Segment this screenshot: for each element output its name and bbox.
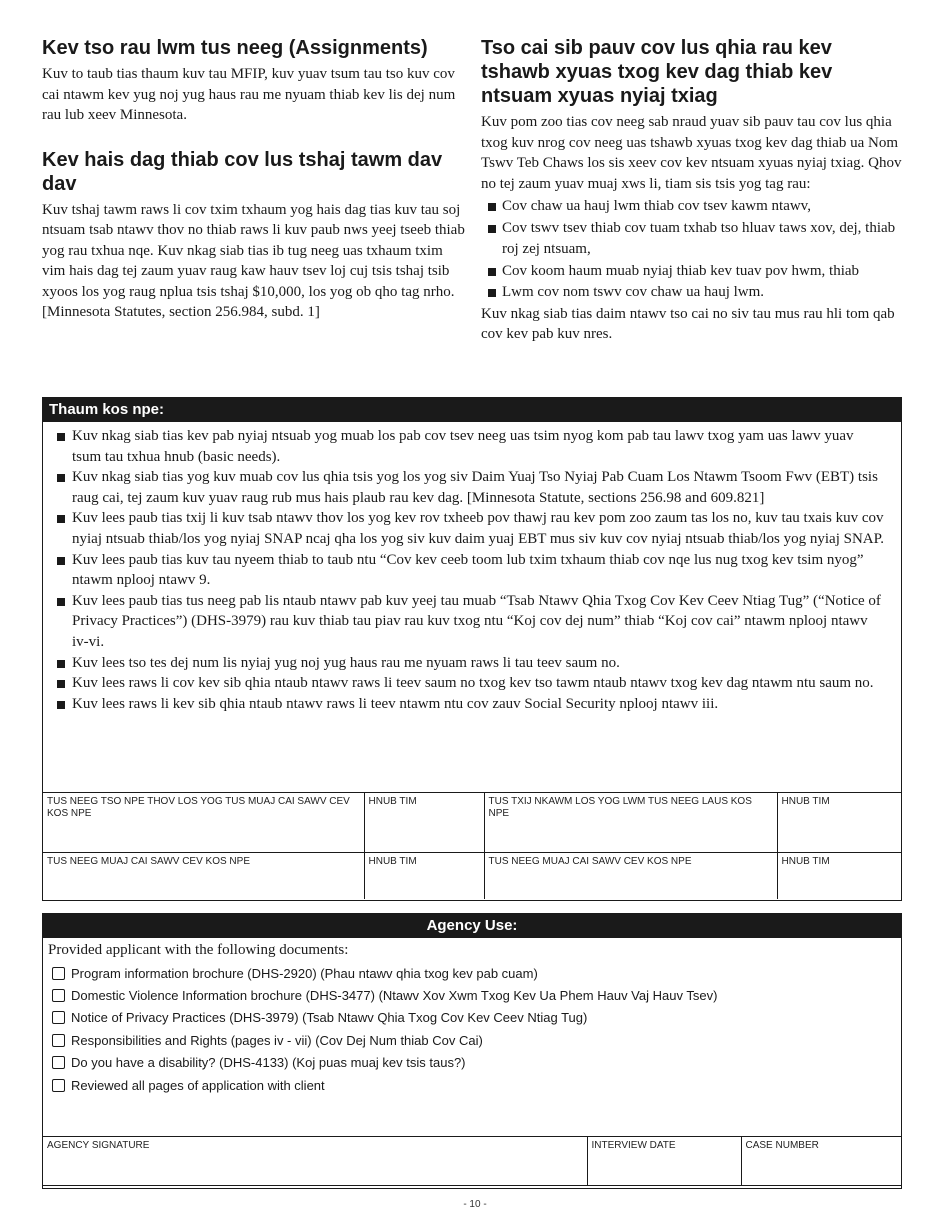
signature-acknowledgements <box>55 426 885 714</box>
release-closing: Kuv nkag siab tias daim ntawv tso cai no siv tau mus rau hli tom qab cov kev pab kuv nres. <box>481 305 895 342</box>
left-column <box>42 36 467 323</box>
document-label: Domestic Violence Information brochure (DHS-3477) (Ntawv Xov Xwm Txog Kev Ua Phem Hauv Vaj Hauv Tsev) <box>71 988 718 1004</box>
checkbox[interactable] <box>52 1056 65 1069</box>
agency-use-section <box>42 913 902 1189</box>
list-item: Kuv nkag siab tias yog kuv muab cov lus qhia tsis yog los yog siv Daim Yuaj Tso Nyiaj Pab Cuam Los Ntawm Tsoom Fwv (EBT) tsis raug cai, tej zaum kuv yuav raug rub mus hais plaub rau kev dag. [Minnesota Statute, sections 256.98 and 609.821] <box>55 467 885 508</box>
release-intro: Kuv pom zoo tias cov neeg sab nraud yuav sib pauv tau cov lus qhia txog kuv nrog cov neeg uas tshawb xyuas txog kev dag thiab ua Nom Tswv Teb Chaws los sis xeev cov kev ntsuam xyuas nyiaj txiag. Qhov no tej zaum yuav muaj xws li, tiam sis tsis yog tag rau: <box>481 114 902 192</box>
date-field[interactable]: HNUB TIM <box>777 853 901 900</box>
checkbox[interactable] <box>52 989 65 1002</box>
document-label: Notice of Privacy Practices (DHS-3979) (Tsab Ntawv Qhia Txog Cov Kev Ceev Ntiag Tug) <box>71 1010 588 1026</box>
signature-section-title: Thaum kos npe: <box>43 398 901 422</box>
list-item: Kuv lees tso tes dej num lis nyiaj yug noj yug haus rau me nyuam raws li tau teev saum no. <box>55 653 885 674</box>
list-item: Cov tswv tsev thiab cov tuam txhab tso hluav taws xov, dej, thiab roj zej ntsuam, <box>481 218 906 261</box>
list-item: Kuv lees raws li kev sib qhia ntaub ntawv raws li teev ntawm ntu cov zauv Social Security nplooj ntawv iii. <box>55 694 885 715</box>
checkbox[interactable] <box>52 967 65 980</box>
list-item: Cov koom haum muab nyiaj thiab kev tuav pov hwm, thiab <box>481 261 906 283</box>
document-label: Responsibilities and Rights (pages iv - vii) (Cov Dej Num thiab Cov Cai) <box>71 1032 483 1048</box>
list-item: Kuv lees paub tias kuv tau nyeem thiab to taub ntu “Cov kev ceeb toom lub txim txhaum thiab cov nqe lus nug txog kev tsim nyog” ntawm nplooj ntawv 9. <box>55 550 885 591</box>
document-checkbox-row[interactable] <box>52 1007 901 1029</box>
document-checkbox-row[interactable] <box>52 1052 901 1074</box>
checkbox[interactable] <box>52 1011 65 1024</box>
list-item: Kuv lees paub tias txij li kuv tsab ntawv thov los yog kev rov txheeb pov thawj rau kev pom zoo zaum tas los no, kuv tau txais kuv cov nyiaj ntsuab thiab/los yog nyiaj SNAP ncaj qha los yog siv kuv daim yuaj EBT mus siv kuv cov nyiaj ntsuab thiab/los yog nyiaj SNAP. <box>55 508 885 549</box>
perjury-body: Kuv tshaj tawm raws li cov txim txhaum yog hais dag tias kuv tau soj ntsuam tsab ntawv thov no thiab raws li kuv paub nws yeej tseeb thiab yog rau txhua nqe. Kuv nkag siab tias ib tug neeg uas txhaum txim vim hais dag tej zaum yuav raug kaw hauv tsev loj cuj tsis tshaj tsib xyoos los yog raug nplua tsis tshaj $10,000, los yog ob qho tag nrho. [Minnesota Statutes, section 256.984, subd. 1] <box>42 201 465 320</box>
document-label: Do you have a disability? (DHS-4133) (Koj puas muaj kev tsis taus?) <box>71 1055 466 1071</box>
date-field[interactable]: HNUB TIM <box>777 793 901 853</box>
spouse-signature-field[interactable]: TUS TXIJ NKAWM LOS YOG LWM TUS NEEG LAUS KOS NPE <box>484 793 777 853</box>
assignments-heading: Kev tso rau lwm tus neeg (Assignments) <box>42 37 428 59</box>
list-item: Cov chaw ua hauj lwm thiab cov tsev kawm ntawv, <box>481 196 906 218</box>
checkbox[interactable] <box>52 1079 65 1092</box>
interview-date-field[interactable]: INTERVIEW DATE <box>587 1137 741 1186</box>
applicant-signature-field[interactable]: TUS NEEG TSO NPE THOV LOS YOG TUS MUAJ CAI SAWV CEV KOS NPE <box>43 793 364 853</box>
right-column <box>481 36 906 345</box>
release-heading: Tso cai sib pauv cov lus qhia rau kev tshawb xyuas txog kev dag thiab kev ntsuam xyuas nyiaj txiag <box>481 37 833 107</box>
agency-fields <box>43 1136 901 1186</box>
release-list <box>481 196 906 304</box>
agency-signature-field[interactable]: AGENCY SIGNATURE <box>43 1137 587 1186</box>
assignments-body: Kuv to taub tias thaum kuv tau MFIP, kuv yuav tsum tau tso kuv cov cai ntawm kev yug noj yug haus rau me nyuam thiab kev lis dej num rau lub xeev Minnesota. <box>42 66 456 123</box>
agency-intro: Provided applicant with the following documents: <box>48 942 349 958</box>
page-number: - 10 - <box>463 1199 487 1210</box>
authorized-rep-signature-field[interactable]: TUS NEEG MUAJ CAI SAWV CEV KOS NPE <box>43 853 364 900</box>
checkbox[interactable] <box>52 1034 65 1047</box>
document-label: Program information brochure (DHS-2920) (Phau ntawv qhia txog kev pab cuam) <box>71 965 538 981</box>
date-field[interactable]: HNUB TIM <box>364 853 484 900</box>
perjury-heading: Kev hais dag thiab cov lus tshaj tawm dav dav <box>42 148 443 195</box>
list-item: Kuv lees paub tias tus neeg pab lis ntaub ntawv pab kuv yeej tau muab “Tsab Ntawv Qhia Txog Cov Kev Ceev Ntiag Tug” (“Notice of Privacy Practices”) (DHS-3979) rau kuv thiab tau piav rau kuv txog ntu “Koj cov dej num” thiab “Koj cov cai” ntawm nplooj ntawv iv-vi. <box>55 591 885 653</box>
signature-fields <box>43 792 901 899</box>
document-checkbox-row[interactable] <box>52 984 901 1006</box>
signature-section <box>42 397 902 901</box>
document-checkbox-row[interactable] <box>52 1029 901 1051</box>
case-number-field[interactable]: CASE NUMBER <box>741 1137 901 1186</box>
document-checkbox-row[interactable] <box>52 1074 901 1096</box>
document-label: Reviewed all pages of application with client <box>71 1077 325 1093</box>
list-item: Kuv lees raws li cov kev sib qhia ntaub ntawv raws li teev saum no txog kev tso tawm ntaub ntawv txog kev dag ntawm ntu saum no. <box>55 673 885 694</box>
agency-use-title: Agency Use: <box>43 914 901 938</box>
list-item: Kuv nkag siab tias kev pab nyiaj ntsuab yog muab los pab cov tsev neeg uas tsim nyog kom pab tau lawv txog yam uas lawv yuav tsum tau txhua hnub (basic needs). <box>55 426 885 467</box>
document-checkbox-row[interactable] <box>52 962 901 984</box>
document-checklist <box>52 962 901 1096</box>
list-item: Lwm cov nom tswv cov chaw ua hauj lwm. <box>481 282 906 304</box>
date-field[interactable]: HNUB TIM <box>364 793 484 853</box>
authorized-rep-signature-field[interactable]: TUS NEEG MUAJ CAI SAWV CEV KOS NPE <box>484 853 777 900</box>
